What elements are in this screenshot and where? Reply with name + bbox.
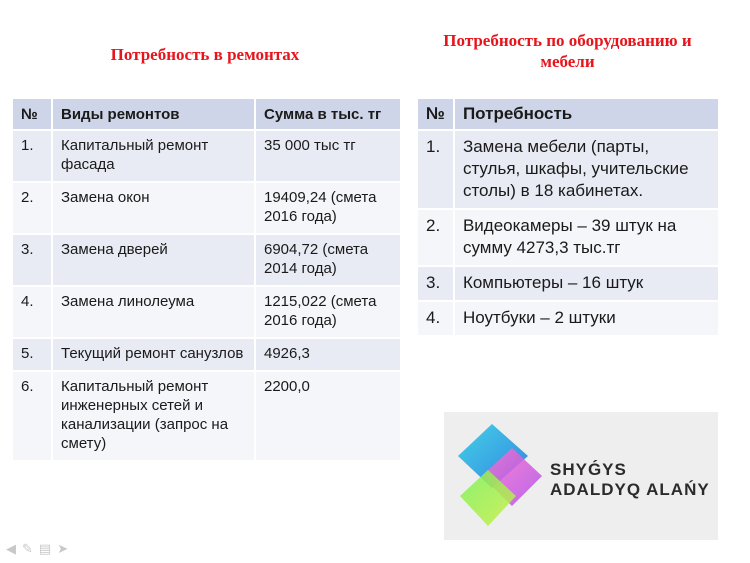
column-header-need: Потребность <box>453 99 718 129</box>
brand-line-2: ADALDYQ ALAŃY <box>550 480 710 499</box>
table-row <box>13 285 400 337</box>
table-row <box>13 370 400 460</box>
row-number: 6. <box>13 370 51 460</box>
column-header-number: № <box>13 99 51 129</box>
row-number: 2. <box>418 208 453 265</box>
row-number: 4. <box>13 285 51 337</box>
row-number: 3. <box>418 265 453 300</box>
left-section-title: Потребность в ремонтах <box>110 45 300 64</box>
table-header-row <box>13 99 400 129</box>
table-row <box>13 233 400 285</box>
diamond-logo-icon <box>454 422 546 530</box>
need-cell: Компьютеры – 16 штук <box>453 265 718 300</box>
table-row <box>13 337 400 370</box>
equipment-table <box>418 99 718 335</box>
repair-type-cell: Текущий ремонт санузлов <box>51 337 254 370</box>
amount-cell: 19409,24 (смета 2016 года) <box>254 181 400 233</box>
amount-cell: 35 000 тыс тг <box>254 129 400 181</box>
row-number: 5. <box>13 337 51 370</box>
right-section-title: Потребность по оборудованию и мебели <box>443 31 692 71</box>
amount-cell: 1215,022 (смета 2016 года) <box>254 285 400 337</box>
table-row <box>13 129 400 181</box>
row-number: 4. <box>418 300 453 335</box>
column-header-number: № <box>418 99 453 129</box>
table-row <box>418 300 718 335</box>
repair-type-cell: Замена дверей <box>51 233 254 285</box>
row-number: 1. <box>418 129 453 208</box>
row-number: 3. <box>13 233 51 285</box>
column-header-repair-type: Виды ремонтов <box>51 99 254 129</box>
need-cell: Замена мебели (парты, стулья, шкафы, учительские столы) в 18 кабинетах. <box>453 129 718 208</box>
need-cell: Видеокамеры – 39 штук на сумму 4273,3 тыс.тг <box>453 208 718 265</box>
repair-type-cell: Капитальный ремонт инженерных сетей и канализации (запрос на смету) <box>51 370 254 460</box>
table-row <box>418 129 718 208</box>
table-row <box>13 181 400 233</box>
menu-icon[interactable]: ▤ <box>38 541 52 556</box>
slide-navigation <box>6 541 68 557</box>
column-header-amount: Сумма в тыс. тг <box>254 99 400 129</box>
row-number: 1. <box>13 129 51 181</box>
repair-type-cell: Замена окон <box>51 181 254 233</box>
amount-cell: 6904,72 (смета 2014 года) <box>254 233 400 285</box>
repair-type-cell: Капитальный ремонт фасада <box>51 129 254 181</box>
arrow-right-icon[interactable]: ➤ <box>57 541 69 556</box>
row-number: 2. <box>13 181 51 233</box>
repairs-table <box>13 99 400 460</box>
brand-line-1: SHYǴYS <box>550 460 627 479</box>
table-row <box>418 208 718 265</box>
table-header-row <box>418 99 718 129</box>
arrow-left-icon[interactable]: ◀ <box>6 541 16 556</box>
amount-cell: 4926,3 <box>254 337 400 370</box>
need-cell: Ноутбуки – 2 штуки <box>453 300 718 335</box>
pen-icon[interactable]: ✎ <box>22 541 33 556</box>
amount-cell: 2200,0 <box>254 370 400 460</box>
repair-type-cell: Замена линолеума <box>51 285 254 337</box>
table-row <box>418 265 718 300</box>
logo-panel <box>444 412 718 540</box>
